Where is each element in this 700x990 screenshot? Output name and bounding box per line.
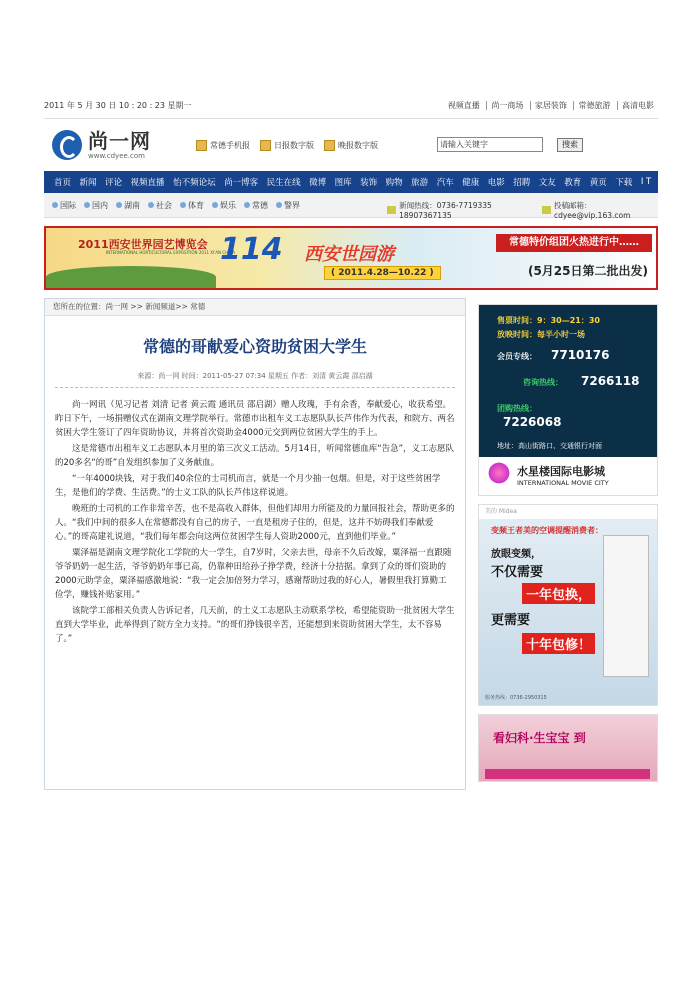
phone-icon bbox=[387, 206, 396, 214]
top-links bbox=[444, 100, 658, 111]
nav-item[interactable]: 黄页 bbox=[589, 178, 607, 188]
sidebar bbox=[478, 298, 658, 790]
quicklink-evening-paper[interactable]: 晚报数字版 bbox=[324, 140, 378, 151]
banner-dates: ( 2011.4.28—10.22 ) bbox=[324, 266, 441, 280]
quicklink-mobile-paper[interactable]: 常德手机报 bbox=[196, 140, 250, 151]
nav-item[interactable]: 购物 bbox=[385, 178, 403, 188]
bullet-icon bbox=[276, 202, 282, 208]
bullet-icon bbox=[244, 202, 250, 208]
cinema-logo bbox=[479, 457, 657, 495]
logo-title: 尚一网 bbox=[88, 129, 151, 153]
article bbox=[44, 298, 466, 790]
nav-item[interactable]: 下载 bbox=[615, 178, 633, 188]
subnav-item[interactable]: 国际 bbox=[52, 200, 76, 211]
quick-links bbox=[196, 140, 388, 151]
breadcrumb: 您所在的位置：尚一网 >> 新闻频道>> 常德 bbox=[45, 299, 465, 316]
contact-info bbox=[387, 200, 658, 220]
ad-line: 不仅需要 bbox=[491, 565, 544, 580]
nav-item[interactable]: 健康 bbox=[462, 178, 480, 188]
ad-title: 变频王者美的空调提醒消费者： bbox=[491, 526, 603, 535]
ad-line: 放眼变频， bbox=[491, 549, 541, 560]
subnav-item[interactable]: 社会 bbox=[148, 200, 172, 211]
subnav-item[interactable]: 湖南 bbox=[116, 200, 140, 211]
nav-item[interactable]: 怡不频论坛 bbox=[173, 178, 216, 188]
top-bar bbox=[44, 92, 658, 119]
subnav-item[interactable]: 国内 bbox=[84, 200, 108, 211]
search-input[interactable]: 请输入关键字 bbox=[437, 137, 543, 152]
logo-icon bbox=[52, 130, 82, 160]
logo-row bbox=[44, 119, 658, 171]
news-hotline: 新闻热线：0736-7719335 18907367135 bbox=[399, 201, 492, 220]
nav-item[interactable]: 文友 bbox=[538, 178, 556, 188]
main-nav bbox=[44, 171, 658, 193]
article-paragraph: 该院学工部相关负责人告诉记者，几天前，的士义工志愿队主动联系学校，希望能资助一批贫困大学生直到大学毕业，此举得到了院方全力支持。“的哥们挣钱很辛苦，还能想到来资助贫困大学生，太不容易了。” bbox=[55, 606, 455, 644]
clinic-ad[interactable] bbox=[478, 714, 658, 782]
nav-item[interactable]: 民生在线 bbox=[266, 178, 301, 188]
ad-group-number: 7226068 bbox=[503, 415, 562, 429]
article-paragraph: 尚一网讯（见习记者 刘清 记者 黄云霞 通讯员 邵启湖）赠人玫瑰，手有余香，奉献爱心，收获希望。昨日下午，一场捐赠仪式在湖南文理学院举行。常德市出租车义工志愿队队长芦伟作为代表，和院方、两名贫困大学生签订了四年资助协议，并将首次资助金4000元交到两位贫困大学生的手上。 bbox=[55, 400, 455, 438]
ad-consult-number: 7266118 bbox=[581, 374, 640, 388]
subnav-item[interactable]: 常德 bbox=[244, 200, 268, 211]
banner-big-text: 114 bbox=[220, 232, 283, 267]
ad-member-number: 7710176 bbox=[551, 348, 610, 362]
midea-ad[interactable] bbox=[478, 504, 658, 706]
newspaper-icon bbox=[260, 140, 271, 151]
bullet-icon bbox=[116, 202, 122, 208]
ad-brand: 美的 Midea bbox=[479, 505, 657, 519]
cinema-name: 水星楼国际电影城 bbox=[517, 465, 605, 478]
article-body bbox=[45, 388, 465, 656]
nav-item[interactable]: 汽车 bbox=[436, 178, 454, 188]
site-logo[interactable] bbox=[44, 130, 184, 160]
ad-phone: 服务热线：0736-2950315 bbox=[485, 695, 547, 701]
ad-highlight: 十年包修！ bbox=[522, 633, 595, 654]
quicklink-daily-paper[interactable]: 日报数字版 bbox=[260, 140, 314, 151]
datetime: 2011 年 5 月 30 日 10 : 20 : 23 星期一 bbox=[44, 100, 192, 110]
cinema-ad[interactable] bbox=[478, 304, 658, 496]
nav-item[interactable]: 新闻 bbox=[79, 178, 97, 188]
star-logo-icon bbox=[487, 461, 511, 485]
bullet-icon bbox=[52, 202, 58, 208]
subnav-item[interactable]: 体育 bbox=[180, 200, 204, 211]
ad-bar bbox=[485, 769, 650, 779]
sub-nav bbox=[44, 193, 658, 218]
page bbox=[44, 92, 658, 790]
air-conditioner-image bbox=[603, 535, 649, 677]
article-title: 常德的哥献爱心资助贫困大学生 bbox=[142, 337, 367, 356]
top-link-mall[interactable]: 尚一商场 bbox=[486, 101, 527, 110]
article-paragraph: 这是常德市出租车义工志愿队本月里的第三次义工活动。5月14日，听闻常德血库“告急”，义工志愿队的20多名“的哥”自发组织参加了义务献血。 bbox=[55, 444, 455, 468]
top-link-travel[interactable]: 常德旅游 bbox=[573, 101, 614, 110]
banner-tour-text: 西安世园游 bbox=[304, 244, 394, 265]
banner-expo-title: 2011西安世界园艺博览会 bbox=[78, 238, 208, 251]
ad-address: 地址：高山街路口、交通银行对面 bbox=[497, 442, 602, 450]
ad-consult-label: 咨询热线： bbox=[523, 378, 563, 387]
ad-line: 更需要 bbox=[491, 613, 531, 628]
article-paragraph: 粟泽福是湖南文理学院化工学院的大一学生，自7岁时，父亲去世，母亲不久后改嫁，粟泽福一直跟随爷爷奶奶一起生活，爷爷奶奶年事已高，仍靠种田给孙子挣学费，经济十分拮据。拿到了众的哥们资助的2000元助学金，粟泽福感激地说：“我一定会加倍努力学习，感谢帮助过我的好心人，暑假里我打算勤工俭学，赚钱补贴家用。” bbox=[55, 548, 452, 600]
content-area bbox=[44, 298, 658, 790]
nav-item[interactable]: 装饰 bbox=[360, 178, 378, 188]
nav-item[interactable]: 教育 bbox=[564, 178, 582, 188]
phone-icon bbox=[196, 140, 207, 151]
ad-show-time: 放映时间：每半小时一场 bbox=[497, 330, 585, 339]
nav-item[interactable]: 微博 bbox=[309, 178, 327, 188]
top-link-video[interactable]: 视频直播 bbox=[447, 100, 480, 110]
mail-icon bbox=[542, 206, 551, 214]
banner-hill bbox=[46, 266, 216, 288]
top-link-home[interactable]: 家居装饰 bbox=[530, 101, 571, 110]
bullet-icon bbox=[148, 202, 154, 208]
nav-item[interactable]: 首页 bbox=[54, 178, 72, 188]
nav-item[interactable]: 电影 bbox=[487, 178, 505, 188]
cinema-name-en: INTERNATIONAL MOVIE CITY bbox=[517, 479, 609, 487]
subnav-item[interactable]: 娱乐 bbox=[212, 200, 236, 211]
expo-banner-ad[interactable] bbox=[44, 226, 658, 290]
nav-item[interactable]: 旅游 bbox=[411, 178, 429, 188]
banner-expo-subtitle: INTERNATIONAL HORTICULTURAL EXPOSITION 2011 XI'AN CHINA bbox=[106, 250, 235, 255]
search-box bbox=[437, 137, 583, 152]
article-paragraph: 晚班的士司机的工作非常辛苦，也不是高收入群体，但他们却用力所能及的力量回报社会，帮助更多的人。“我们中间的很多人在常德都没有自己的房子，一直是租房子住的，但是，这并不妨碍我们奉献爱心。”的哥高建礼说道，“我们每年都会向这两位贫困学生每人资助2000元，直到他们毕业。” bbox=[55, 504, 455, 542]
bullet-icon bbox=[84, 202, 90, 208]
article-paragraph: “一年4000块钱，对于我们40余位的士司机而言，就是一个月少抽一包烟。但是，对于这些贫困学生，是他们的学费、生活费。”的士义工队的队长芦伟这样说道。 bbox=[55, 474, 441, 498]
top-link-movie[interactable]: 高清电影 bbox=[617, 101, 658, 110]
ad-title: 看妇科·生宝宝 到 bbox=[493, 731, 586, 745]
nav-item[interactable]: 尚一博客 bbox=[224, 178, 259, 188]
banner-promo: 常德特价组团火热进行中…… bbox=[496, 234, 652, 252]
bullet-icon bbox=[212, 202, 218, 208]
bullet-icon bbox=[180, 202, 186, 208]
ad-highlight: 一年包换， bbox=[522, 583, 595, 604]
nav-item[interactable]: 招聘 bbox=[513, 178, 531, 188]
submit-email[interactable]: 投稿邮箱：cdyee@vip.163.com bbox=[553, 201, 631, 220]
search-button[interactable]: 搜索 bbox=[557, 138, 583, 152]
newspaper-icon bbox=[324, 140, 335, 151]
nav-item[interactable]: 视频直播 bbox=[130, 178, 165, 188]
nav-item[interactable]: 图库 bbox=[334, 178, 352, 188]
logo-url: www.cdyee.com bbox=[88, 152, 145, 160]
banner-batch: (5月25日第二批出发) bbox=[527, 264, 648, 278]
article-meta: 来源：尚一网 时间：2011-05-27 07:34 星期五 作者：刘清 黄云霞 邵启湖 bbox=[55, 371, 455, 388]
ad-member-label: 会员专线： bbox=[497, 352, 537, 361]
nav-item[interactable]: 评论 bbox=[105, 178, 123, 188]
ad-group-label: 团购热线： bbox=[497, 404, 537, 413]
ad-ticket-time: 售票时间：9：30—21：30 bbox=[497, 316, 600, 325]
subnav-item[interactable]: 警界 bbox=[276, 200, 300, 211]
nav-item[interactable]: I T bbox=[640, 177, 652, 187]
